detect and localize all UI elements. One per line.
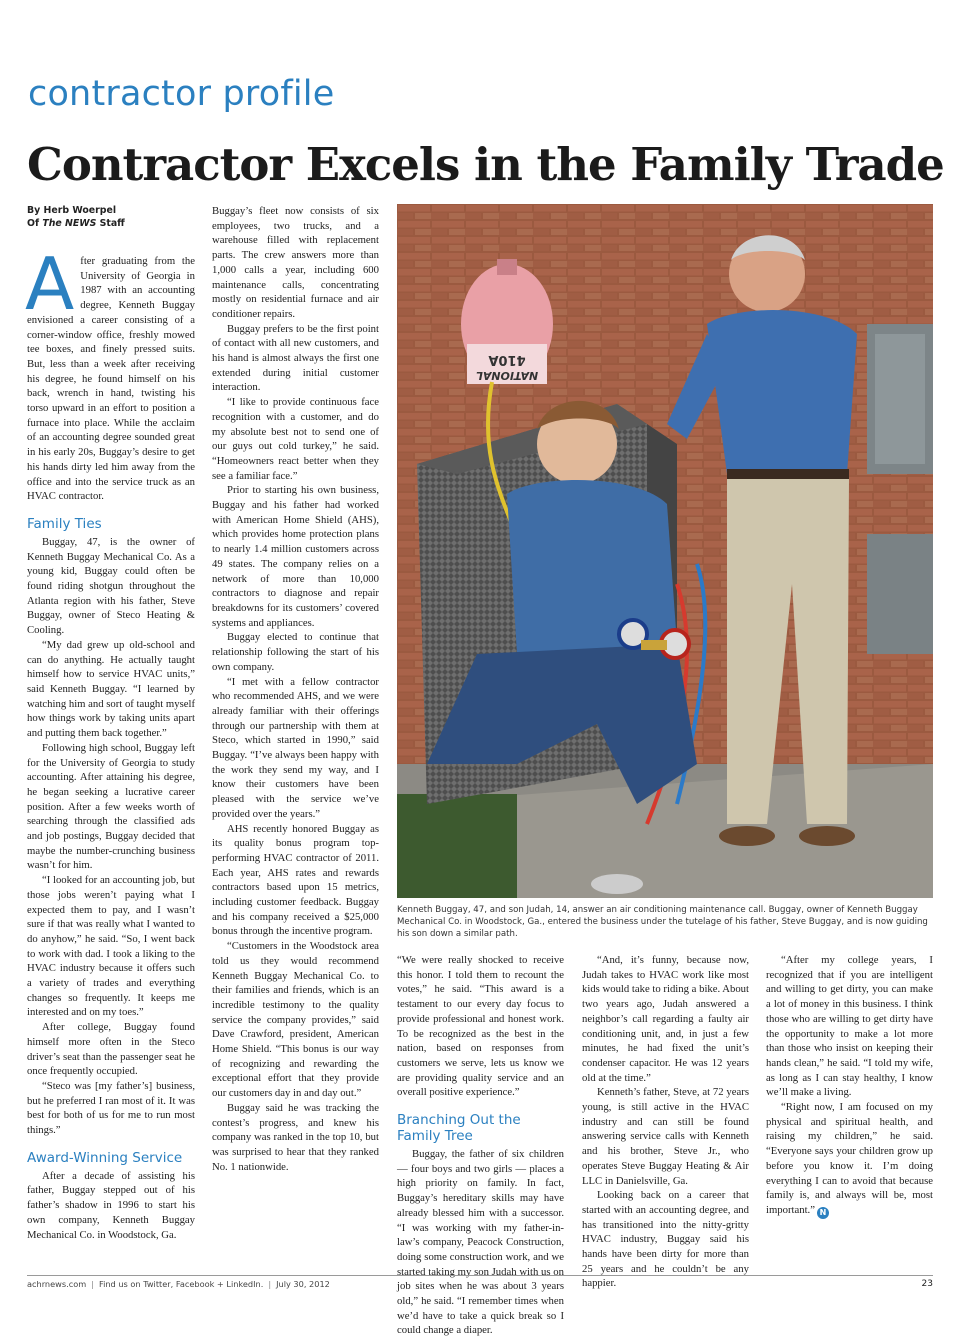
man-boot — [719, 826, 775, 846]
teen-shirt — [507, 480, 677, 654]
subhead-branching-out: Branching Out the Family Tree — [397, 1112, 521, 1145]
paragraph: Prior to starting his own business, Buggay and his father had worked with American Home Shield (AHS), which provides home protection plans to nearly 1.4 million customers across 49 states. The company relies on a network of more than 10,000 contractors to diagnose and repair breakdowns for its customers’ covered systems and appliances. — [212, 484, 379, 629]
article-column-1 — [27, 204, 195, 1264]
paragraph: “I like to provide continuous face recognition with a customer, and do my absolute best not to send one of our guys out cold turkey,” he said. “Homeowners react better when they see a familiar face.” — [212, 396, 379, 482]
paragraph: “My dad grew up old-school and can do anything. He actually taught himself how to service HVAC units,” said Kenneth Buggay. “I learned by watching him and sort of taught myself how things work by taking units apart and putting them back together.” — [27, 638, 195, 740]
end-mark-icon: N — [817, 1207, 829, 1219]
paragraph: Buggay’s fleet now consists of six employees, two trucks, and a warehouse filled with replacement parts. The crew answers more than 1,000 calls a year, including 600 maintenance calls, concentrating mostly on residential furnace and air conditioner repairs. — [212, 205, 379, 320]
paragraph: After college, Buggay found himself more often in the Steco driver’s seat than the passenger seat he once frequently occupied. — [27, 1021, 195, 1078]
drop-cap: A — [25, 242, 75, 326]
paragraph: “We were really shocked to receive this honor. I told them to recount the votes,” he said. “This award is a testament to our every day focus to provide professional and honest work. To be recognized as the best in the nation, based on responses from customers we serve, lets us know we are providing quality service and an overall positive experience.” — [397, 954, 564, 1099]
electrical-box — [867, 534, 933, 654]
paragraph: “Steco was [my father’s] business, but he preferred I ran most of it. It was best for both of us for me to run most things.” — [27, 1079, 195, 1137]
man-shirt — [707, 310, 857, 474]
paragraph: AHS recently honored Buggay as its quality bonus program top-performing HVAC contractor of 2011. Each year, AHS rates and rewards contractors based upon 15 metrics, including customer feedback. Buggay and his company received a $25,000 bonus through the incentive program. — [212, 822, 379, 938]
paragraph: After a decade of assisting his father, Buggay stepped out of his father’s shadow in 1996 to start his own company, Kenneth Buggay Mechanical Co. in Woodstock, Ga. — [27, 1169, 195, 1241]
section-kicker: contractor profile — [28, 74, 335, 114]
paragraph: “And, it’s funny, because now, Judah takes to HVAC work like most kids would take to riding a bike. About two years ago, Judah answered a neighbor’s call regarding a faulty air conditioning unit, and, in just a few minutes, he had fixed the unit’s condenser capacitor. He was 12 years old at the time.” — [582, 954, 749, 1084]
subhead-family-ties: Family Ties — [27, 515, 102, 532]
foliage — [397, 794, 517, 898]
byline — [27, 204, 195, 230]
byline-org: Of The NEWS Staff — [27, 218, 125, 229]
byline-author: By Herb Woerpel — [27, 205, 117, 216]
paragraph: “I met with a fellow contractor who recommended AHS, and we were already familiar with their offerings through our partnership with them at Steco, which started in 1990,” said Buggay. “I’ve always been happy with the work they send my way, and I know their customers have been pleased with the service we’ve provided over the years.” — [212, 675, 379, 820]
subhead-award-winning-service: Award-Winning Service — [27, 1149, 183, 1166]
paragraph: “Right now, I am focused on my physical and spiritual health, and raising my children,” he said. “Everyone says your children grow up before you know it. I’m doing everything I can to avoid that because family is, and always will be, most important.” N — [766, 1101, 933, 1217]
headline: Contractor Excels in the Family Trade — [27, 138, 944, 191]
photo-illustration — [397, 204, 933, 898]
lead-paragraph: After graduating from the University of Georgia in 1987 with an accounting degree, Kenneth Buggay envisioned a career consisting of a corner-window office, freshly mowed tee boxes, and finely pressed suits. But, less than a week after receiving his degree, he found himself on his back, wrench in hand, twisting his torso upward in an effort to position a furnace into place. While the acclaim of an accounting degree sounded great in his early 20s, Buggay’s desire to get his hands dirty led him away from the office and into the service truck as an HVAC contractor. — [25, 242, 195, 503]
paragraph: Buggay elected to continue that relationship following the start of his own company. — [212, 631, 379, 673]
article-column-3 — [397, 953, 564, 1337]
paragraph: Looking back on a career that started with an accounting degree, and has transitioned into the nitty-gritty HVAC industry, Buggay said his hands have been dirty for more than 25 years and he couldn’t be any happier. — [582, 1189, 749, 1290]
footer-site: achrnews.com — [27, 1279, 87, 1289]
article-column-2 — [212, 204, 379, 1264]
page-footer: achrnews.com | Find us on Twitter, Facebook + LinkedIn. | July 30, 2012 23 — [27, 1275, 933, 1289]
article-column-4 — [582, 953, 749, 1290]
man-belt — [727, 469, 849, 479]
paragraph: “Customers in the Woodstock area told us they would recommend Kenneth Buggay Mechanical Co. to their families and friends, which is an incredible testimony to the quality service the company provides,” said Dave Crawford, president, American Home Shield. “This bonus is our way of recognizing and rewarding the exceptional effort that they provide our customers day in and day out.” — [212, 940, 379, 1100]
tank-label: 410A — [488, 352, 526, 367]
photo-caption: Kenneth Buggay, 47, and son Judah, 14, answer an air conditioning maintenance call. Buggay, owner of Kenneth Buggay Mechanical Co. in Woodstock, Ga., entered the business under the tutelage of his father, Steve Buggay, and is now guiding his son down a similar path. — [397, 905, 928, 939]
paragraph: “After my college years, I recognized that if you are intelligent and willing to get dirty, you can make a lot of money in this business. I think those who are willing to get dirty have the opportunity to make a lot more than those who insist on keeping their hands clean,” he said. “I told my wife, as long as I can stay healthy, I know we’ll make a living. — [766, 954, 933, 1099]
footer-date: July 30, 2012 — [276, 1279, 330, 1289]
teen-shoe — [591, 874, 643, 894]
tank-brand: NATIONAL — [475, 369, 539, 382]
paragraph: Buggay said he was tracking the contest’s progress, and knew his company was ranked in the top 10, but was surprised to hear that they ranked No. 1 nationwide. — [212, 1101, 379, 1173]
footer-social: Find us on Twitter, Facebook + LinkedIn. — [98, 1279, 264, 1289]
paragraph: Buggay, the father of six children — four boys and two girls — places a high priority on family. In fact, Buggay’s hereditary skills may have already blessed him with a successor. “I was working with my father-in-law’s company, Peacock Construction, doing some construction work, and we started taking my son Judah with us on job sites when he was about 3 years old,” he said. “I remember times when we’d have to take a quick break so I could change a diaper. — [397, 1148, 564, 1337]
article-photo — [397, 204, 933, 898]
publication-name: The NEWS — [42, 218, 97, 229]
page-number: 23 — [921, 1279, 933, 1289]
paragraph: “I looked for an accounting job, but those jobs weren’t paying what I expected them to pay, and I wasn’t sure if that was really what I wanted to do anyhow,” he said. “So, I went back to work with dad. I took a liking to the HVAC industry because it offers such a variety of trades and everything changes so frequently. It keeps me interested and on my toes.” — [27, 874, 195, 1019]
article-column-5 — [766, 953, 933, 1264]
paragraph: Following high school, Buggay left for the University of Georgia to study accounting. After attaining his degree, he began seeking a lucrative career position. After a few weeks worth of searching through the classified ads and job postings, Buggay decided that maybe the number-crunching business wasn’t for him. — [27, 741, 195, 872]
paragraph: Buggay, 47, is the owner of Kenneth Buggay Mechanical Co. As a young kid, Buggay could often be found riding shotgun throughout the Atlanta region with his father, Steve Buggay, owner of Steco Heating & Cooling. — [27, 535, 195, 637]
paragraph: Kenneth’s father, Steve, at 72 years young, is still active in the HVAC industry and can still be found answering service calls with Kenneth and his brother, Steve Jr., who operates Steve Buggay Heating & Air LLC in Danielsville, Ga. — [582, 1086, 749, 1187]
paragraph: Buggay prefers to be the first point of contact with all new customers, and his hand is almost always the first one extended during initial customer interaction. — [212, 322, 379, 394]
